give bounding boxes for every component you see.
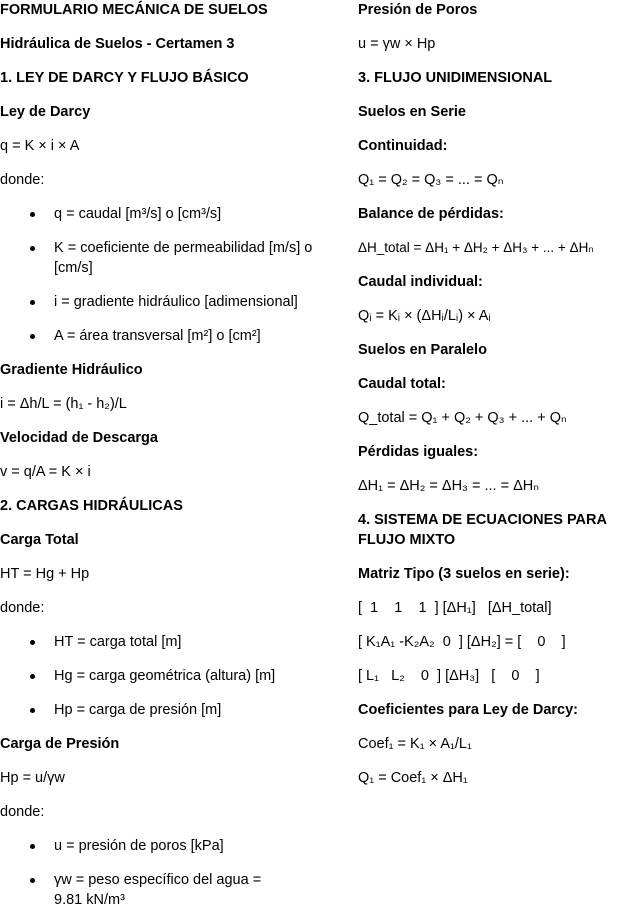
matrix-row: [ K₁A₁ -K₂A₂ 0 ] [ΔH₂] = [ 0 ] <box>358 634 566 650</box>
series-soils-heading: Suelos en Serie <box>358 104 466 120</box>
list-item: A = área transversal [m²] o [cm²] <box>0 326 340 346</box>
where-label: donde: <box>0 172 45 188</box>
total-head-heading: Carga Total <box>0 532 79 548</box>
parallel-soils-heading: Suelos en Paralelo <box>358 342 487 358</box>
list-item: q = caudal [m³/s] o [cm³/s] <box>0 204 340 224</box>
matrix-row: [ 1 1 1 ] [ΔH₁] [ΔH_total] <box>358 600 552 616</box>
pore-pressure-formula: u = γw × Hp <box>358 36 436 52</box>
pressure-head-heading: Carga de Presión <box>0 736 120 752</box>
list-item: Hp = carga de presión [m] <box>0 700 340 720</box>
total-flow-formula: Q_total = Q₁ + Q₂ + Q₃ + ... + Qₙ <box>358 410 567 426</box>
where-label: donde: <box>0 600 45 616</box>
darcy-heading: Ley de Darcy <box>0 104 91 120</box>
velocity-heading: Velocidad de Descarga <box>0 430 158 446</box>
continuity-formula: Q₁ = Q₂ = Q₃ = ... = Qₙ <box>358 172 504 188</box>
equal-losses-heading: Pérdidas iguales: <box>358 444 479 460</box>
losses-heading: Balance de pérdidas: <box>358 206 504 222</box>
continuity-heading: Continuidad: <box>358 138 448 154</box>
gradient-heading: Gradiente Hidráulico <box>0 362 143 378</box>
darcy-variable-list <box>0 204 340 346</box>
velocity-formula: v = q/A = K × i <box>0 464 91 480</box>
list-item: i = gradiente hidráulico [adimensional] <box>0 292 340 312</box>
total-flow-heading: Caudal total: <box>358 376 446 392</box>
list-item: γw = peso específico del agua = 9.81 kN/m³ <box>0 870 340 910</box>
darcy-formula: q = K × i × A <box>0 138 80 154</box>
gradient-formula: i = Δh/L = (h₁ - h₂)/L <box>0 396 127 412</box>
coefficients-heading: Coeficientes para Ley de Darcy: <box>358 702 579 718</box>
pressure-head-variable-list <box>0 836 340 910</box>
flow-formula: Q₁ = Coef₁ × ΔH₁ <box>358 770 468 786</box>
individual-flow-heading: Caudal individual: <box>358 274 483 290</box>
matrix-heading: Matriz Tipo (3 suelos en serie): <box>358 566 570 582</box>
matrix-row: [ L₁ L₂ 0 ] [ΔH₃] [ 0 ] <box>358 668 540 684</box>
losses-formula: ΔH_total = ΔH₁ + ΔH₂ + ΔH₃ + ... + ΔHₙ <box>358 240 594 255</box>
list-item: u = presión de poros [kPa] <box>0 836 340 856</box>
section-2-heading: 2. CARGAS HIDRÁULICAS <box>0 498 183 514</box>
section-1-heading: 1. LEY DE DARCY Y FLUJO BÁSICO <box>0 70 249 86</box>
section-4-heading: 4. SISTEMA DE ECUACIONES PARA FLUJO MIXTO <box>358 512 607 548</box>
coefficient-formula: Coef₁ = K₁ × A₁/L₁ <box>358 736 472 752</box>
right-column <box>358 0 620 802</box>
pressure-head-formula: Hp = u/γw <box>0 770 65 786</box>
document-subtitle: Hidráulica de Suelos - Certamen 3 <box>0 36 235 52</box>
individual-flow-formula: Qᵢ = Kᵢ × (ΔHᵢ/Lᵢ) × Aᵢ <box>358 308 491 324</box>
total-head-formula: HT = Hg + Hp <box>0 566 90 582</box>
equal-losses-formula: ΔH₁ = ΔH₂ = ΔH₃ = ... = ΔHₙ <box>358 478 540 494</box>
where-label: donde: <box>0 804 45 820</box>
pore-pressure-heading: Presión de Poros <box>358 2 478 18</box>
section-3-heading: 3. FLUJO UNIDIMENSIONAL <box>358 70 553 86</box>
document-title: FORMULARIO MECÁNICA DE SUELOS <box>0 2 268 18</box>
list-item: Hg = carga geométrica (altura) [m] <box>0 666 340 686</box>
list-item: K = coeficiente de permeabilidad [m/s] o [cm/s] <box>0 238 340 278</box>
total-head-variable-list <box>0 632 340 720</box>
list-item: HT = carga total [m] <box>0 632 340 652</box>
